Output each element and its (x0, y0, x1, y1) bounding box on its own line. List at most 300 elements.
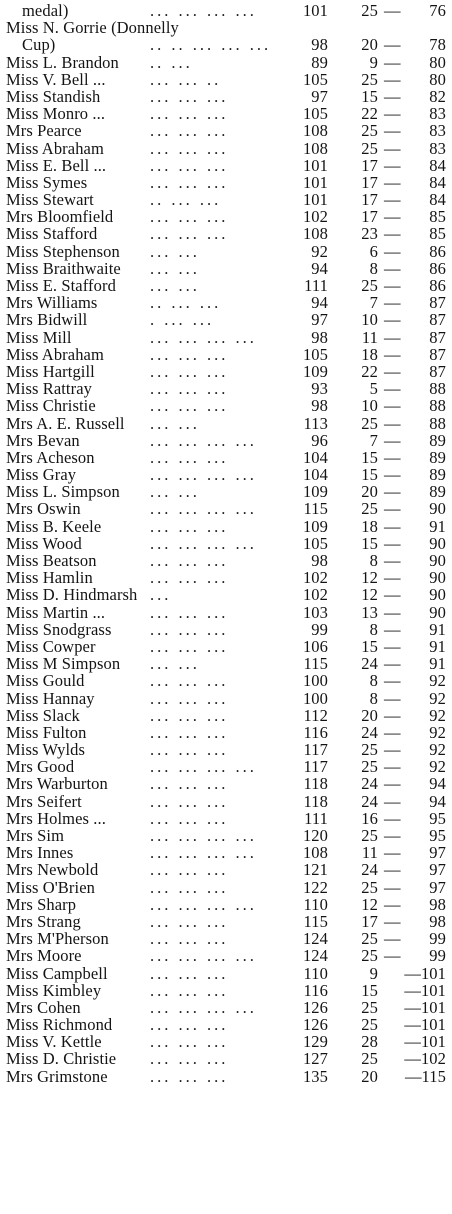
net-score: 89 (429, 465, 446, 485)
net-score: 85 (429, 207, 446, 227)
score-row (0, 19, 452, 36)
dot-leaders: ... ... ... ... (150, 431, 257, 449)
gross-score: 115 (303, 654, 328, 674)
score-row (0, 655, 452, 672)
player-name: Mrs Innes (6, 843, 74, 863)
handicap: 15 (361, 86, 378, 106)
handicap: 8 (369, 671, 378, 691)
score-row (0, 793, 452, 810)
gross-score: 124 (302, 946, 328, 966)
gross-score: 115 (303, 499, 328, 519)
net-score: —101 (404, 1015, 446, 1035)
gross-score: 94 (311, 258, 328, 278)
score-row (0, 363, 452, 380)
dash-separator: — (384, 860, 401, 880)
dot-leaders: ... ... ... ... (150, 2, 257, 20)
handicap: 25 (361, 1015, 378, 1035)
score-row (0, 552, 452, 569)
gross-score: 108 (302, 138, 328, 158)
score-row (0, 415, 452, 432)
score-row (0, 260, 452, 277)
player-name: Mrs Good (6, 757, 75, 777)
handicap: 17 (361, 172, 378, 192)
dot-leaders: ... ... ... ... (150, 328, 257, 346)
gross-score: 135 (302, 1066, 328, 1086)
handicap: 7 (369, 293, 378, 313)
gross-score: 117 (303, 757, 328, 777)
gross-score: 102 (302, 207, 328, 227)
dash-separator: — (384, 207, 401, 227)
dot-leaders: ... ... (150, 259, 200, 278)
dot-leaders: ... ... ... (150, 122, 229, 140)
gross-score: 97 (311, 310, 328, 330)
dash-separator: — (384, 585, 401, 605)
dash-separator: — (384, 155, 401, 175)
score-row (0, 586, 452, 603)
player-name: Miss D. Christie (6, 1049, 117, 1069)
player-name: Miss Kimbley (6, 980, 102, 1000)
dot-leaders: ... ... ... (150, 139, 229, 157)
net-score: 92 (429, 705, 446, 725)
gross-score: 113 (303, 413, 328, 433)
player-name: Miss Abraham (6, 344, 104, 364)
handicap: 17 (361, 911, 378, 931)
gross-score: 116 (303, 980, 328, 1000)
net-score: 88 (429, 413, 446, 433)
gross-score: 102 (302, 568, 328, 588)
gross-score: 101 (302, 155, 328, 175)
score-row (0, 294, 452, 311)
dash-separator: — (384, 361, 401, 381)
gross-score: 101 (302, 190, 328, 210)
dash-separator: — (384, 946, 401, 966)
dot-leaders: .. ... ... (150, 191, 222, 209)
player-name: Mrs Grimstone (6, 1066, 108, 1086)
dot-leaders: ... ... ... (150, 637, 229, 656)
gross-score: 109 (302, 482, 328, 502)
score-row (0, 2, 452, 19)
player-name: Miss Stephenson (6, 241, 120, 261)
dot-leaders: .. ... (150, 53, 193, 71)
gross-score: 92 (311, 241, 328, 261)
dash-separator: — (384, 808, 401, 828)
dash-separator: — (384, 104, 401, 124)
player-name: Mrs Holmes ... (6, 808, 106, 828)
dash-separator: — (384, 172, 401, 192)
player-name: Mrs Bevan (6, 430, 80, 450)
gross-score: 94 (311, 293, 328, 313)
score-row (0, 638, 452, 655)
dot-leaders: ... ... ... ... (150, 895, 257, 913)
dot-leaders: ... ... ... (150, 809, 229, 828)
net-score: 90 (429, 533, 446, 553)
gross-score: 98 (311, 551, 328, 570)
handicap: 12 (361, 894, 378, 914)
player-name: Miss Stafford (6, 224, 98, 244)
gross-score: 102 (302, 585, 328, 605)
score-row (0, 707, 452, 724)
dot-leaders: ... (150, 586, 172, 604)
handicap: 8 (369, 551, 378, 570)
handicap: 15 (361, 465, 378, 485)
handicap: 24 (361, 791, 378, 811)
score-row (0, 982, 452, 999)
gross-score: 98 (311, 35, 328, 55)
dot-leaders: ... ... ... (150, 672, 229, 690)
handicap: 20 (361, 1066, 378, 1086)
player-name: Mrs Moore (6, 946, 82, 966)
player-name: medal) (22, 1, 69, 20)
net-score: 84 (429, 190, 446, 210)
handicap: 23 (361, 224, 378, 244)
net-score: 87 (429, 344, 446, 364)
player-name: Miss L. Brandon (6, 52, 119, 72)
score-row (0, 191, 452, 208)
dot-leaders: ... ... ... (150, 397, 229, 415)
player-name: Miss O'Brien (6, 877, 95, 897)
gross-score: 108 (302, 224, 328, 244)
player-name: Mrs Oswin (6, 499, 81, 519)
dot-leaders: ... ... .. (150, 70, 222, 88)
dash-separator: — (384, 602, 401, 622)
score-row (0, 105, 452, 122)
net-score: 91 (429, 516, 446, 536)
gross-score: 89 (311, 52, 328, 72)
player-name: Miss Wood (6, 533, 82, 553)
score-row (0, 174, 452, 191)
score-row (0, 965, 452, 982)
handicap: 20 (361, 482, 378, 502)
dash-separator: — (384, 69, 401, 89)
dash-separator: — (384, 499, 401, 519)
dot-leaders: ... ... ... (150, 1016, 229, 1034)
dot-leaders: ... ... ... ... (150, 758, 257, 776)
dash-separator: — (384, 791, 401, 811)
dash-separator: — (384, 465, 401, 485)
net-score: 87 (429, 310, 446, 330)
gross-score: 105 (302, 533, 328, 553)
gross-score: 116 (303, 722, 328, 742)
score-row (0, 140, 452, 157)
dash-separator: — (384, 52, 401, 72)
net-score: 87 (429, 327, 446, 347)
handicap: 12 (361, 585, 378, 605)
dot-leaders: ... ... (150, 277, 200, 295)
score-row (0, 1016, 452, 1033)
dot-leaders: ... ... ... ... (150, 998, 257, 1017)
score-row (0, 896, 452, 913)
player-name: Mrs Strang (6, 911, 81, 931)
net-score: 86 (429, 276, 446, 295)
gross-score: 126 (302, 997, 328, 1017)
gross-score: 117 (303, 740, 328, 760)
dot-leaders: ... ... ... (150, 689, 229, 707)
dash-separator: — (384, 310, 401, 330)
net-score: —115 (404, 1066, 446, 1086)
handicap: 25 (361, 826, 378, 845)
player-name: Miss Martin ... (6, 602, 106, 622)
player-name: Miss Wylds (6, 740, 86, 760)
dash-separator: — (384, 241, 401, 261)
gross-score: 124 (302, 929, 328, 949)
player-name: Miss Fulton (6, 722, 87, 742)
dot-leaders: ... ... ... (150, 912, 229, 931)
net-score: 89 (429, 430, 446, 450)
gross-score: 108 (302, 843, 328, 863)
score-row (0, 518, 452, 535)
score-row (0, 879, 452, 896)
gross-score: 118 (303, 791, 328, 811)
handicap: 8 (369, 258, 378, 278)
handicap: 11 (361, 843, 378, 863)
handicap: 10 (361, 310, 378, 330)
gross-score: 98 (311, 327, 328, 347)
handicap: 25 (361, 138, 378, 158)
net-score: 92 (429, 671, 446, 691)
dot-leaders: ... ... ... (150, 981, 229, 999)
player-name: Miss Symes (6, 172, 88, 192)
net-score: 92 (429, 722, 446, 742)
dash-separator: — (384, 826, 401, 845)
handicap: 25 (361, 877, 378, 897)
player-name: Mrs Acheson (6, 447, 95, 467)
score-row (0, 1033, 452, 1050)
dot-leaders: ... ... ... ... (150, 844, 257, 862)
dot-leaders: ... ... (150, 655, 200, 673)
handicap: 8 (369, 688, 378, 708)
handicap: 15 (361, 636, 378, 656)
dot-leaders: ... ... ... (150, 706, 229, 724)
handicap: 25 (361, 499, 378, 519)
player-name: Miss E. Stafford (6, 276, 116, 295)
gross-score: 101 (302, 172, 328, 192)
dot-leaders: ... ... ... (150, 861, 229, 879)
player-name: Miss Richmond (6, 1015, 113, 1035)
player-name: Mrs Bloomfield (6, 207, 114, 227)
gross-score: 99 (311, 619, 328, 639)
dash-separator: — (384, 121, 401, 141)
handicap: 6 (369, 241, 378, 261)
gross-score: 122 (302, 877, 328, 897)
dash-separator: — (384, 430, 401, 450)
handicap: 24 (361, 722, 378, 742)
dot-leaders: ... ... ... (150, 105, 229, 123)
net-score: 83 (429, 138, 446, 158)
score-row (0, 913, 452, 930)
player-name: Miss Cowper (6, 636, 96, 656)
net-score: 86 (429, 241, 446, 261)
player-name: Miss Monro ... (6, 104, 106, 124)
dash-separator: — (384, 379, 401, 399)
dash-separator: — (384, 276, 401, 295)
score-row (0, 432, 452, 449)
handicap: 17 (361, 155, 378, 175)
player-name: Mrs Cohen (6, 997, 81, 1017)
net-score: 80 (429, 69, 446, 89)
net-score: 83 (429, 104, 446, 124)
gross-score: 115 (303, 911, 328, 931)
handicap: 17 (361, 190, 378, 210)
dot-leaders: ... ... ... (150, 362, 229, 381)
score-row (0, 54, 452, 71)
dash-separator: — (384, 533, 401, 553)
gross-score: 121 (302, 860, 328, 880)
handicap: 25 (361, 1049, 378, 1069)
net-score: 76 (429, 1, 446, 20)
score-row (0, 930, 452, 947)
dot-leaders: ... ... ... (150, 173, 229, 192)
dash-separator: — (384, 757, 401, 777)
player-name: Miss N. Gorrie (Donnelly (6, 18, 179, 38)
player-name: Miss V. Bell ... (6, 69, 106, 89)
dot-leaders: ... ... ... ... (150, 534, 257, 553)
score-row (0, 844, 452, 861)
dash-separator: — (384, 447, 401, 467)
handicap: 15 (361, 447, 378, 467)
dot-leaders: ... ... ... (150, 603, 229, 621)
score-row (0, 208, 452, 225)
handicap: 25 (361, 946, 378, 966)
dash-separator: — (384, 138, 401, 158)
score-row (0, 947, 452, 964)
net-score: 97 (429, 877, 446, 897)
gross-score: 100 (302, 688, 328, 708)
player-name: Miss D. Hindmarsh (6, 585, 138, 605)
handicap: 22 (361, 361, 378, 381)
dot-leaders: . ... ... (150, 311, 215, 329)
gross-score: 98 (311, 396, 328, 416)
score-row (0, 724, 452, 741)
player-name: Mrs Warburton (6, 774, 108, 794)
player-name: Miss Braithwaite (6, 258, 121, 278)
dot-leaders: .. ... ... (150, 294, 222, 312)
dash-separator: — (384, 636, 401, 656)
handicap: 5 (369, 379, 378, 399)
score-row (0, 122, 452, 139)
gross-score: 104 (302, 465, 328, 485)
net-score: 95 (429, 808, 446, 828)
player-name: Mrs Pearce (6, 121, 82, 141)
dash-separator: — (384, 568, 401, 588)
score-row (0, 810, 452, 827)
gross-score: 112 (303, 705, 328, 725)
score-row (0, 277, 452, 294)
player-name: Miss Rattray (6, 379, 92, 399)
dash-separator: — (384, 86, 401, 106)
dash-separator: — (384, 654, 401, 674)
dash-separator: — (384, 327, 401, 347)
player-name: Miss Stewart (6, 190, 94, 210)
dot-leaders: ... ... ... (150, 156, 229, 174)
net-score: 92 (429, 757, 446, 777)
dash-separator: — (384, 293, 401, 313)
player-name: Miss Gray (6, 465, 77, 485)
player-name: Mrs Newbold (6, 860, 99, 880)
dash-separator: — (384, 911, 401, 931)
score-row (0, 88, 452, 105)
handicap: 15 (361, 980, 378, 1000)
score-row (0, 329, 452, 346)
gross-score: 93 (311, 379, 328, 399)
dash-separator: — (384, 877, 401, 897)
handicap: 24 (361, 860, 378, 880)
dash-separator: — (384, 35, 401, 55)
net-score: —101 (404, 1032, 446, 1052)
player-name: Miss L. Simpson (6, 482, 120, 502)
score-row (0, 758, 452, 775)
score-row (0, 311, 452, 328)
net-score: 82 (429, 86, 446, 106)
dash-separator: — (384, 722, 401, 742)
score-row (0, 466, 452, 483)
handicap: 17 (361, 207, 378, 227)
score-row (0, 1068, 452, 1085)
gross-score: 127 (302, 1049, 328, 1069)
dash-separator: — (384, 396, 401, 416)
gross-score: 104 (302, 447, 328, 467)
player-name: Miss Hartgill (6, 361, 95, 381)
gross-score: 109 (302, 361, 328, 381)
player-name: Miss Slack (6, 705, 80, 725)
player-name: Miss Campbell (6, 963, 108, 983)
score-row (0, 775, 452, 792)
handicap: 16 (361, 808, 378, 828)
dot-leaders: ... ... (150, 242, 200, 260)
dash-separator: — (384, 671, 401, 691)
player-name: Miss Gould (6, 671, 85, 691)
dash-separator: — (384, 1, 401, 20)
net-score: 83 (429, 121, 446, 141)
gross-score: 120 (302, 826, 328, 845)
handicap: 25 (361, 997, 378, 1017)
player-name: Miss B. Keele (6, 516, 102, 536)
gross-score: 108 (302, 121, 328, 141)
dot-leaders: ... ... ... (150, 1033, 229, 1051)
player-name: Miss Christie (6, 396, 96, 416)
score-row (0, 225, 452, 242)
score-row (0, 243, 452, 260)
net-score: 88 (429, 379, 446, 399)
player-name: Miss Abraham (6, 138, 104, 158)
net-score: 91 (429, 654, 446, 674)
net-score: —101 (404, 997, 446, 1017)
score-row (0, 569, 452, 586)
dash-separator: — (384, 516, 401, 536)
handicap: 7 (369, 430, 378, 450)
dot-leaders: ... ... ... (150, 87, 229, 106)
dot-leaders: ... ... ... (150, 569, 229, 587)
dash-separator: — (384, 482, 401, 502)
score-row (0, 535, 452, 552)
score-row (0, 604, 452, 621)
gross-score: 109 (302, 516, 328, 536)
net-score: 92 (429, 740, 446, 760)
player-name: Miss V. Kettle (6, 1032, 102, 1052)
net-score: —102 (404, 1049, 446, 1069)
dash-separator: — (384, 224, 401, 244)
handicap: 24 (361, 654, 378, 674)
net-score: 90 (429, 568, 446, 588)
net-score: 84 (429, 172, 446, 192)
gross-score: 126 (302, 1015, 328, 1035)
net-score: 99 (429, 929, 446, 949)
handicap: 13 (361, 602, 378, 622)
handicap: 11 (361, 327, 378, 347)
net-score: 78 (429, 35, 446, 55)
player-name: Miss Beatson (6, 551, 97, 570)
net-score: 98 (429, 911, 446, 931)
dash-separator: — (384, 619, 401, 639)
